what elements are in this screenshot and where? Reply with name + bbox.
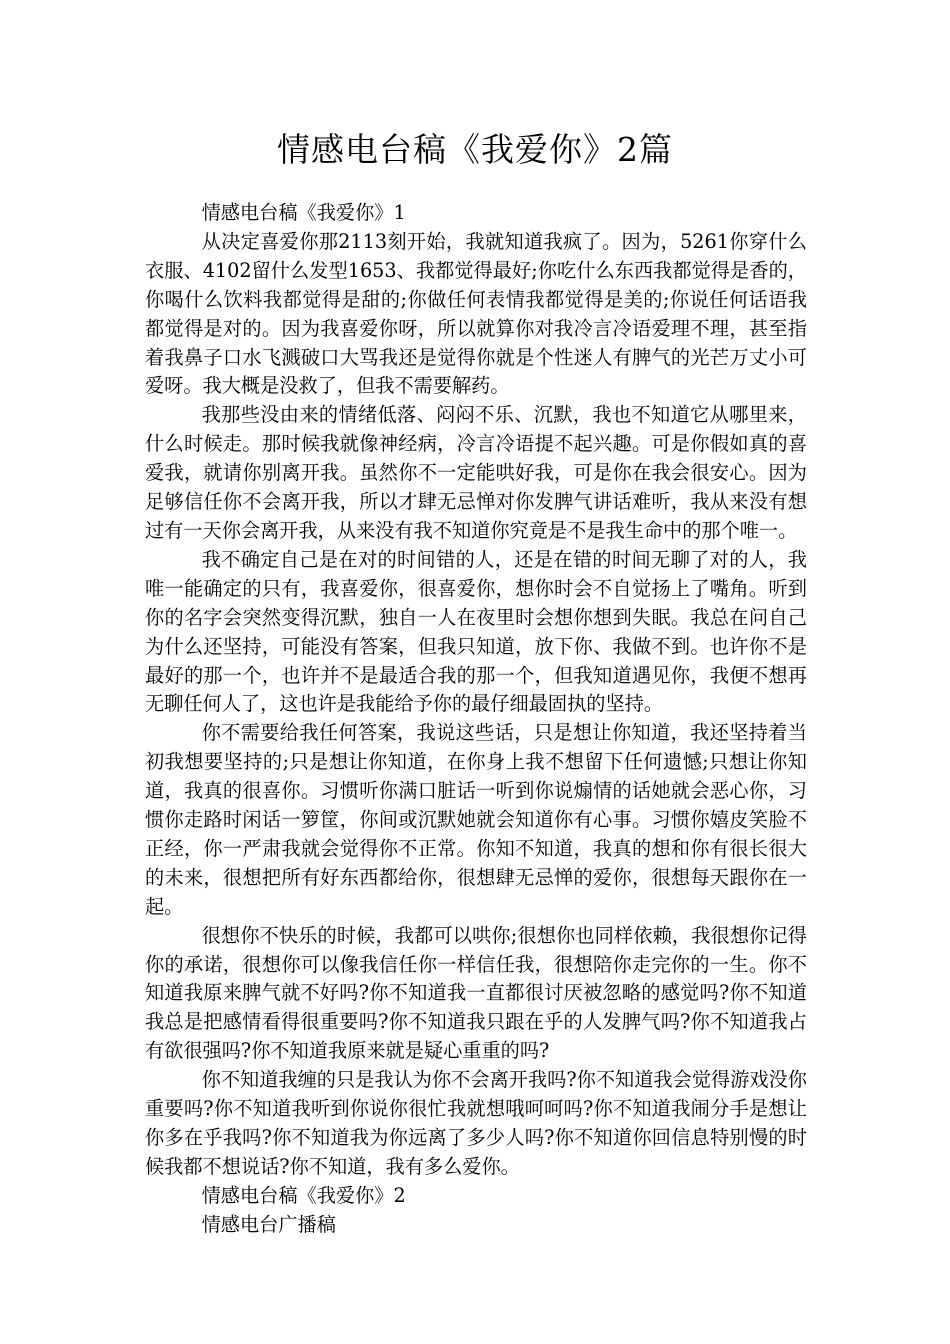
section-heading-1: 情感电台稿《我爱你》1 [201, 201, 406, 224]
paragraph-6: 你不知道我缠的只是我认为你不会离开我吗?你不知道我会觉得游戏没你重要吗?你不知道我听到你说你很忙我就想哦呵呵吗?你不知道我闹分手是想让你多在乎我吗?你不知道我为你远离了多少人吗?你不知道你回信息特别慢的时候我都不想说话?你不知道，我有多么爱你。 [145, 1068, 807, 1178]
paragraph-2: 我那些没由来的情绪低落、闷闷不乐、沉默，我也不知道它从哪里来，什么时候走。那时候我就像神经病，冷言冷语提不起兴趣。可是你假如真的喜爱我，就请你别离开我。虽然你不一定能哄好我，可是你在我会很安心。因为足够信任你不会离开我，所以才肆无忌惮对你发脾气讲话难听，我从来没有想过有一天你会离开我，从来没有我不知道你究竟是不是我生命中的那个唯一。 [145, 403, 807, 542]
paragraph-1: 从决定喜爱你那2113刻开始，我就知道我疯了。因为，5261你穿什么衣服、4102留什么发型1653、我都觉得最好;你吃什么东西我都觉得是香的，你喝什么饮料我都觉得是甜的;你做任何表情我都觉得是美的;你说任何话语我都觉得是对的。因为我喜爱你呀，所以就算你对我冷言冷语爱理不理，甚至指着我鼻子口水飞溅破口大骂我还是觉得你就是个性迷人有脾气的光芒万丈小可爱呀。我大概是没救了，但我不需要解药。 [145, 229, 807, 398]
paragraph-5: 很想你不快乐的时候，我都可以哄你;很想你也同样依赖，我很想你记得你的承诺，很想你可以像我信任你一样信任我，很想陪你走完你的一生。你不知道我原来脾气就不好吗?你不知道我一直都很讨厌被忽略的感觉吗?你不知道我总是把感情看得很重要吗?你不知道我只跟在乎的人发脾气吗?你不知道我占有欲很强吗?你不知道我原来就是疑心重重的吗? [145, 923, 807, 1063]
section-heading-2: 情感电台稿《我爱你》2 [201, 1183, 406, 1207]
paragraph-3: 我不确定自己是在对的时间错的人，还是在错的时间无聊了对的人，我唯一能确定的只有，我喜爱你，很喜爱你，想你时会不自觉扬上了嘴角。听到你的名字会突然变得沉默，独自一人在夜里时会想你想到失眠。我总在问自己为什么还坚持，可能没有答案，但我只知道，放下你、我做不到。也许你不是最好的那一个，也许并不是最适合我的那一个，但我知道遇见你，我便不想再无聊任何人了，这也许是我能给予你的最仔细最固执的坚持。 [145, 547, 807, 716]
document-title: 情感电台稿《我爱你》2篇 [277, 130, 673, 169]
document-body [145, 199, 807, 1240]
section-subheading: 情感电台广播稿 [201, 1212, 336, 1236]
paragraph-4: 你不需要给我任何答案，我说这些话，只是想让你知道，我还坚持着当初我想要坚持的;只是想让你知道，在你身上我不想留下任何遗憾;只想让你知道，我真的很喜你。习惯听你满口脏话一听到你说煽情的话她就会恶心你，习惯你走路时闲话一箩筐，你间或沉默她就会知道你有心事。习惯你嬉皮笑脸不正经，你一严肃我就会觉得你不正常。你知不知道，我真的想和你有很长很大的未来，很想把所有好东西都给你，很想肆无忌惮的爱你，很想每天跟你在一起。 [145, 721, 807, 918]
